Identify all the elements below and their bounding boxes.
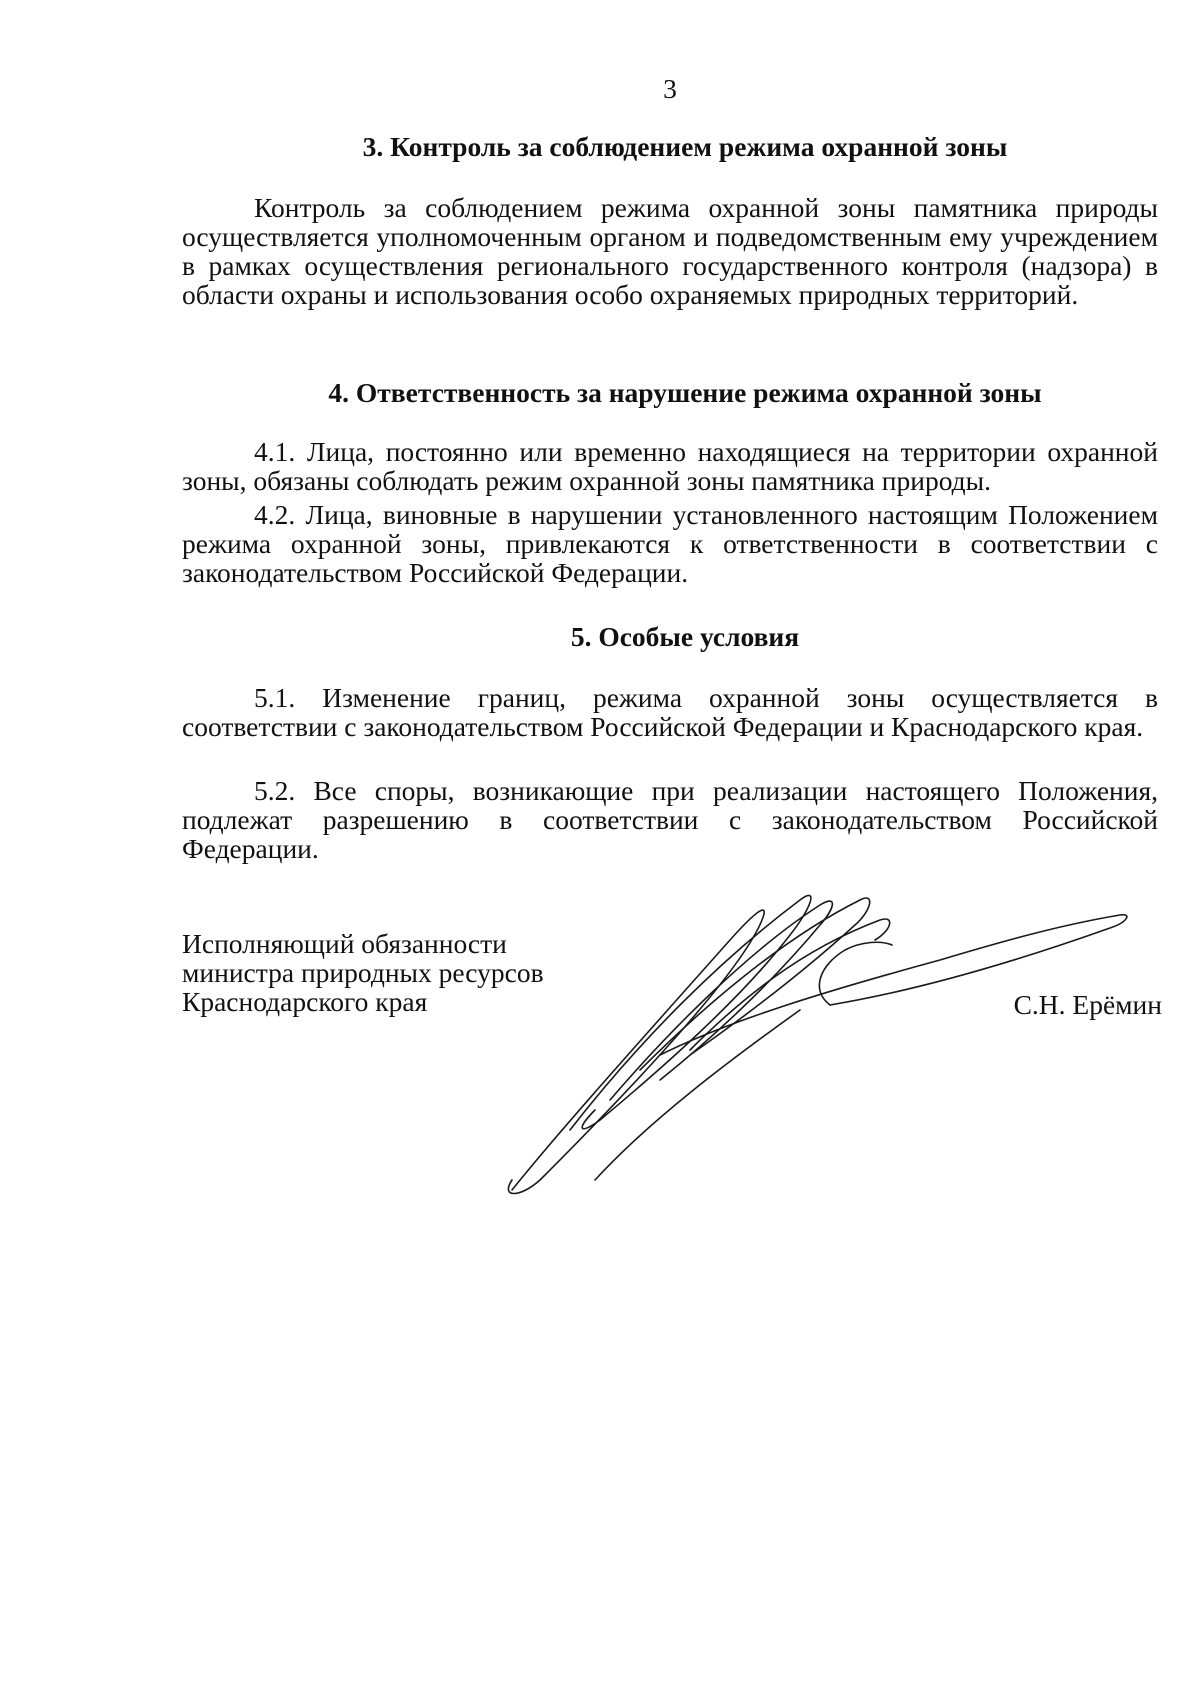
section-5-heading: 5. Особые условия: [570, 621, 800, 652]
section-4-heading: 4. Ответственность за нарушение режима охранной зоны: [328, 377, 1042, 408]
paragraph-4-1: 4.1. Лица, постоянно или временно находящиеся на территории охранной зоны, обязаны соблюдать режим охранной зоны памятника природы.: [182, 436, 1158, 496]
handwritten-signature: [500, 880, 1140, 1200]
signatory-title-line-1: Исполняющий обязанности: [182, 928, 507, 959]
page-number: 3: [663, 73, 677, 104]
section-3-heading: 3. Контроль за соблюдением режима охранной зоны: [362, 131, 1008, 162]
paragraph-5-1: 5.1. Изменение границ, режима охранной зоны осуществляется в соответствии с законодательством Российской Федерации и Краснодарского края.: [182, 682, 1158, 742]
signatory-title-line-2: министра природных ресурсов: [182, 957, 544, 988]
signatory-name: С.Н. Ерёмин: [1013, 989, 1162, 1020]
signatory-title-line-3: Краснодарского края: [182, 986, 428, 1017]
section-3-paragraph: Контроль за соблюдением режима охранной зоны памятника природы осуществляется уполномоченным органом и подведомственным ему учреждением в рамках осуществления регионального государственного контроля (надзора) в области охраны и использования особо охраняемых природных территорий.: [182, 192, 1158, 310]
paragraph-4-2: 4.2. Лица, виновные в нарушении установленного настоящим Положением режима охранной зоны, привлекаются к ответственности в соответствии с законодательством Российской Федерации.: [182, 499, 1158, 588]
paragraph-5-2: 5.2. Все споры, возникающие при реализации настоящего Положения, подлежат разрешению в соответствии с законодательством Российской Федерации.: [182, 775, 1158, 864]
